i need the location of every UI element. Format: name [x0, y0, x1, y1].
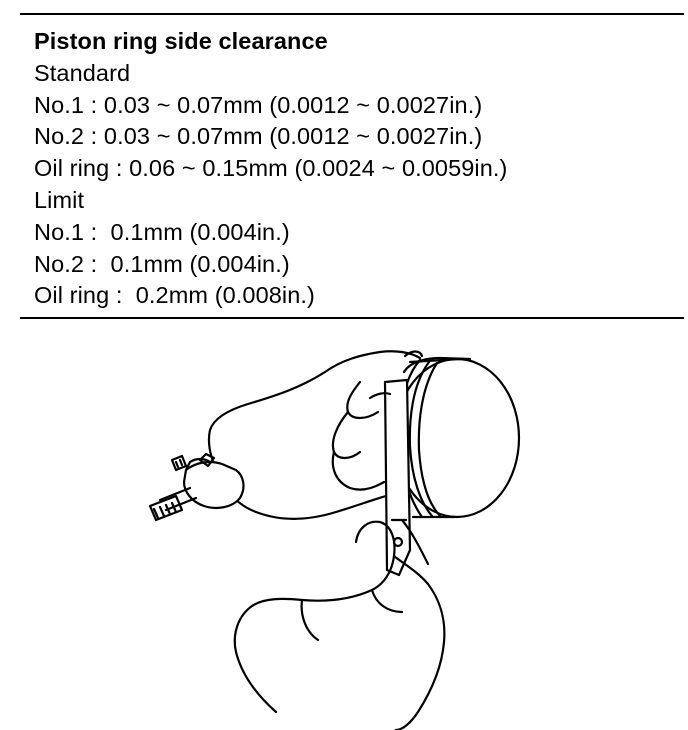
standard-oil-ring-line: Oil ring : 0.06 ~ 0.15mm (0.0024 ~ 0.0059in.) [34, 155, 508, 182]
piston-illustration [395, 358, 519, 517]
limit-label: Limit [34, 186, 85, 213]
spec-title: Piston ring side clearance [34, 28, 328, 54]
standard-no1-line: No.1 : 0.03 ~ 0.07mm (0.0012 ~ 0.0027in.) [34, 91, 483, 118]
feeler-gauge-illustration [385, 380, 410, 575]
standard-label: Standard [34, 59, 131, 86]
standard-no2-line: No.2 : 0.03 ~ 0.07mm (0.0012 ~ 0.0027in.) [34, 123, 483, 150]
limit-oil-ring-line: Oil ring : 0.2mm (0.008in.) [34, 282, 315, 309]
limit-no2-line: No.2 : 0.1mm (0.004in.) [34, 250, 290, 277]
spec-table [20, 13, 684, 319]
piston-ring-measurement-illustration [0, 320, 688, 730]
limit-no1-line: No.1 : 0.1mm (0.004in.) [34, 218, 290, 245]
connecting-rod-illustration [150, 454, 243, 520]
spec-text-block [34, 26, 507, 312]
lower-hand-illustration [235, 520, 445, 730]
